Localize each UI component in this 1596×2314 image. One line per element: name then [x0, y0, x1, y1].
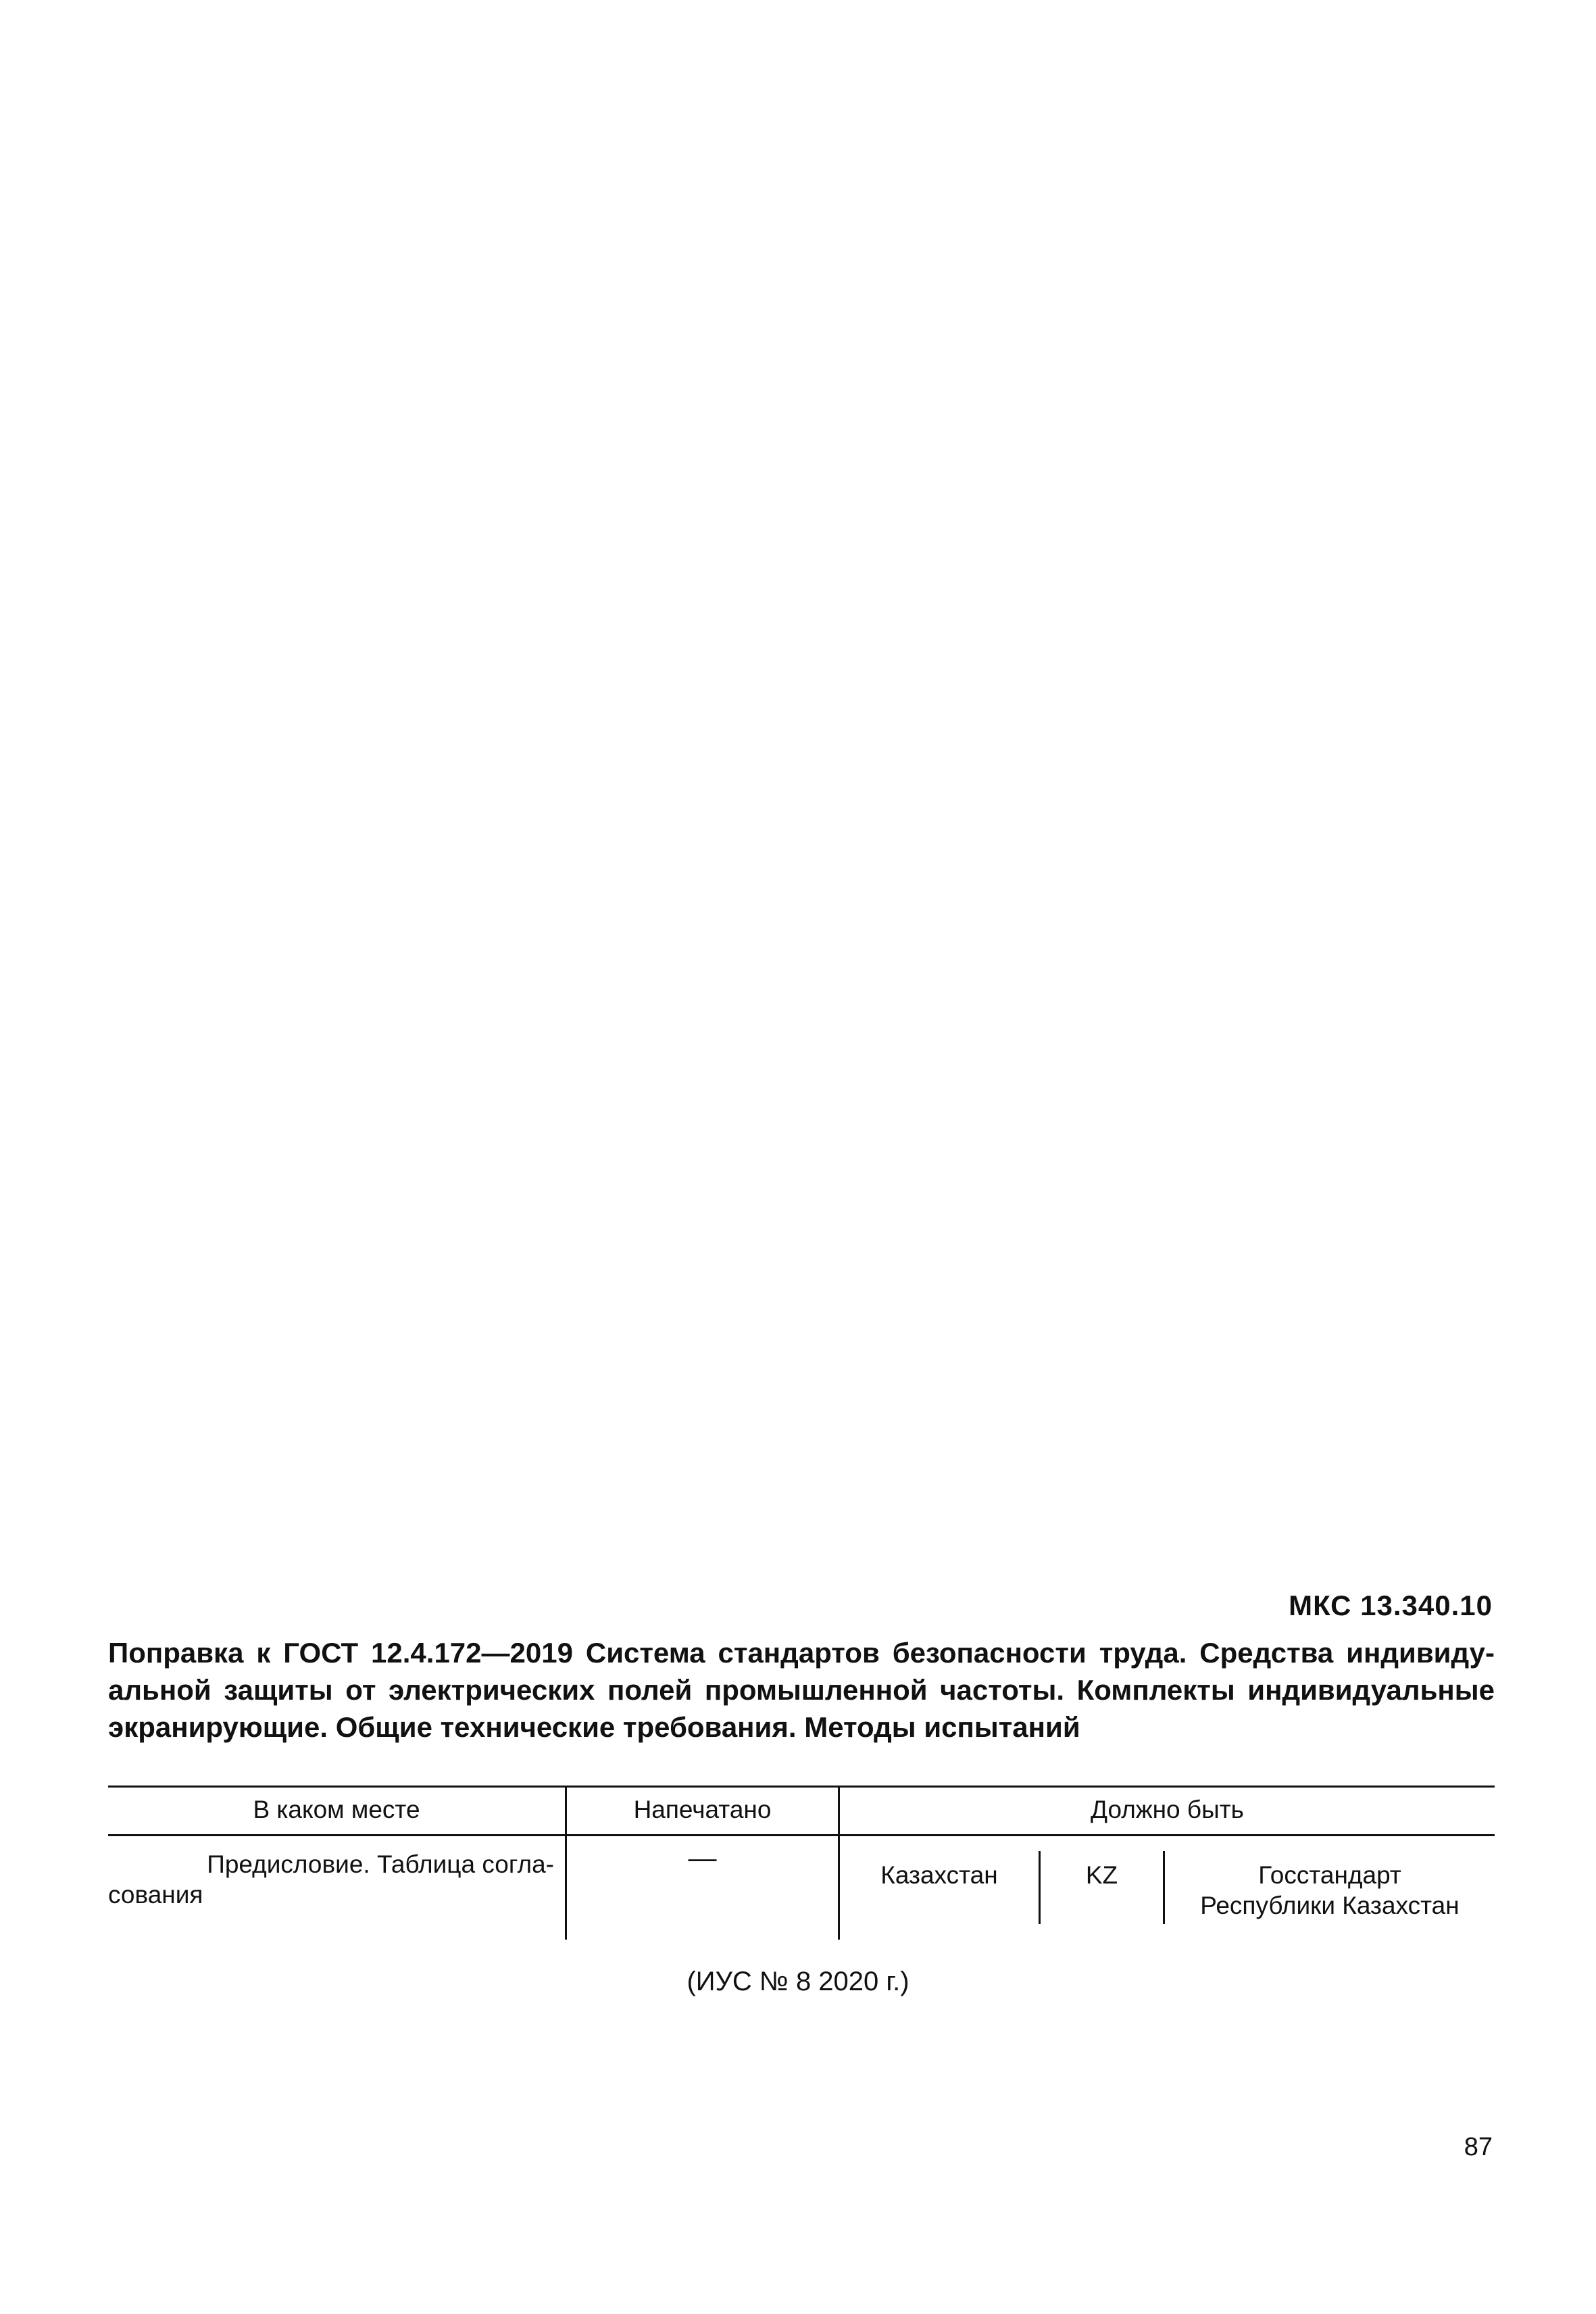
cell-printed: —	[688, 1842, 717, 1873]
page-number: 87	[1464, 2133, 1493, 2161]
cell-where	[108, 1849, 554, 1910]
table-header-rule	[108, 1834, 1495, 1836]
cell-standards-body	[1165, 1860, 1495, 1921]
title-line: альной защиты от электрических полей промышленной частоты. Комплекты индивидуальные	[108, 1674, 1495, 1706]
cell-country-code: KZ	[1085, 1861, 1118, 1889]
header-printed: Напечатано	[633, 1796, 772, 1823]
cell-where-line: сования	[108, 1881, 203, 1909]
cell-country: Казахстан	[880, 1861, 998, 1889]
title-line: Поправка к ГОСТ 12.4.172—2019 Система стандартов безопасности труда. Средства индивиду-	[108, 1637, 1495, 1669]
header-should-be: Должно быть	[1091, 1796, 1244, 1823]
amendment-title	[108, 1634, 1495, 1746]
cell-standards-body-line: Республики Казахстан	[1200, 1892, 1460, 1919]
amendment-table	[108, 1786, 1495, 1940]
ius-reference: (ИУС № 8 2020 г.)	[687, 1967, 909, 1996]
cell-standards-body-line: Госстандарт	[1258, 1861, 1401, 1889]
cell-where-line: Предисловие. Таблица согла-	[207, 1850, 554, 1878]
classification-code: МКС 13.340.10	[1289, 1590, 1493, 1621]
title-line: экранирующие. Общие технические требования. Методы испытаний	[108, 1711, 1080, 1743]
header-where: В каком месте	[253, 1796, 420, 1823]
